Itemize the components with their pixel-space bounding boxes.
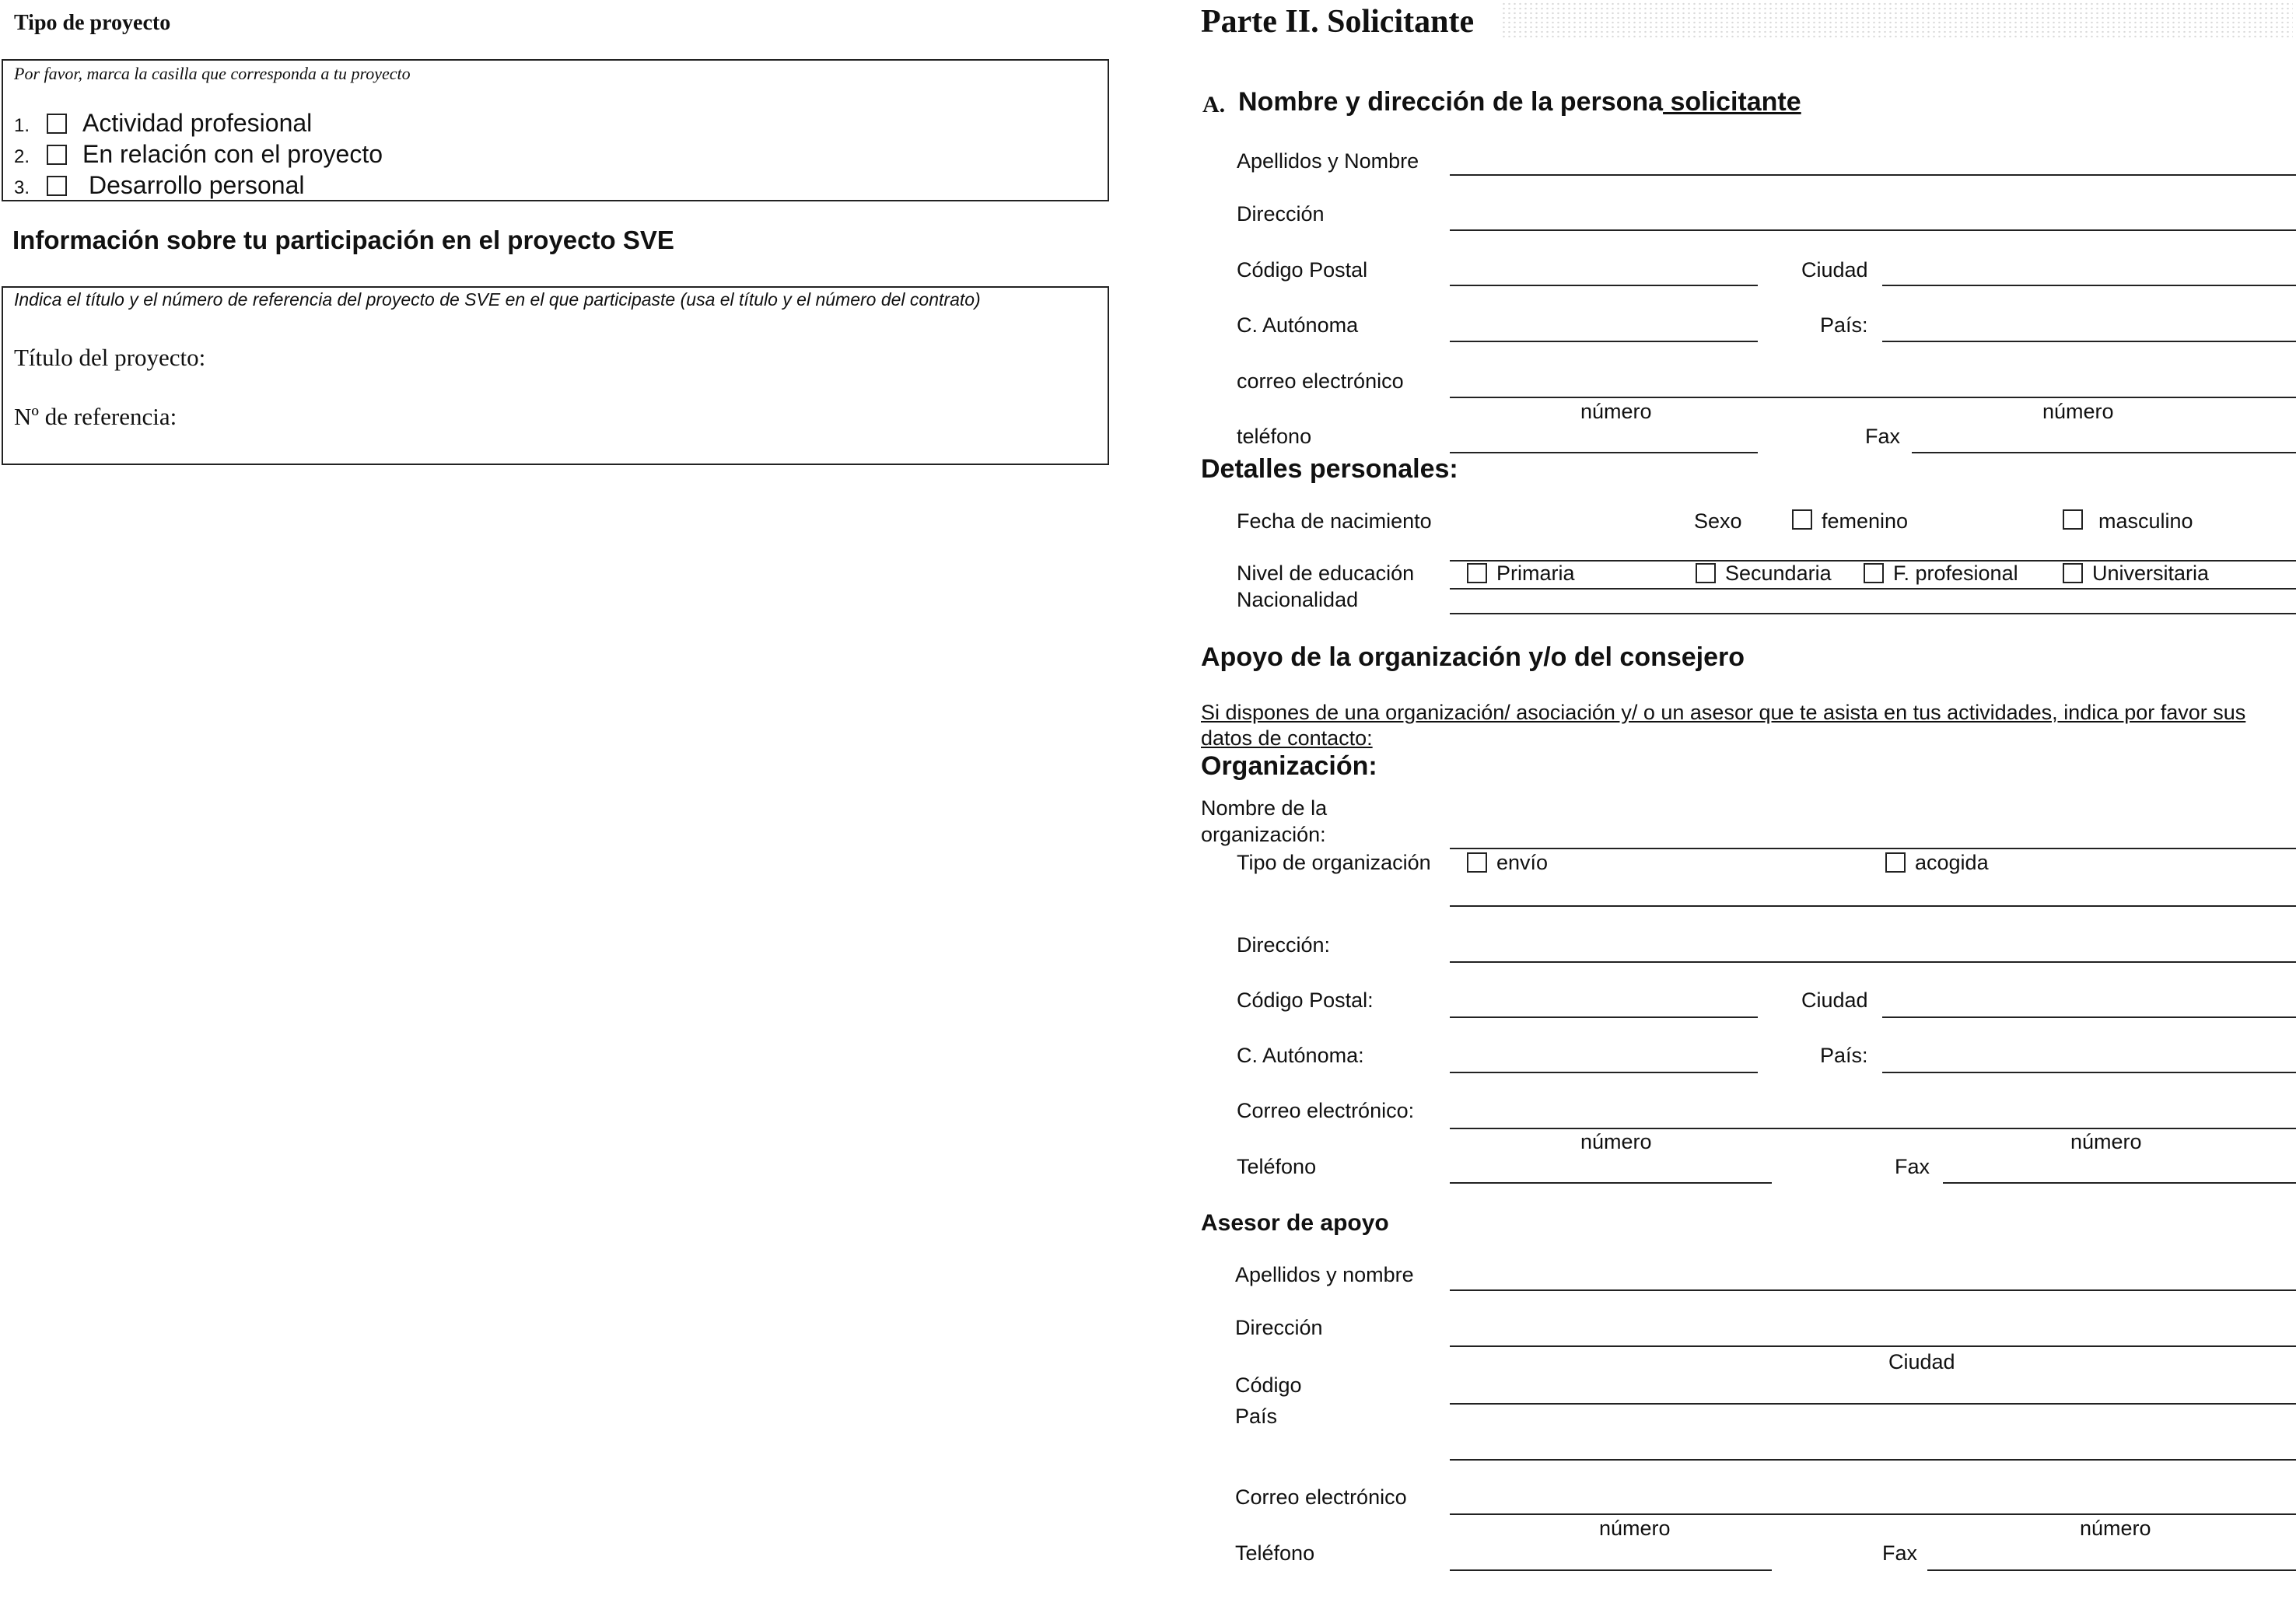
- checkbox-actividad-profesional[interactable]: [47, 114, 67, 134]
- fax-number-caption: número: [2042, 400, 2114, 423]
- org-name-label-line2: organización:: [1201, 823, 1326, 846]
- org-email-label: Correo electrónico:: [1237, 1099, 1415, 1122]
- project-type-box: [2, 59, 1109, 201]
- advisor-address-field[interactable]: [1450, 1345, 2296, 1347]
- org-name-label-line1: Nombre de la: [1201, 796, 1328, 820]
- advisor-phone-number-caption: número: [1599, 1517, 1671, 1540]
- project-title-label: Título del proyecto:: [14, 344, 206, 371]
- option-label: Desarrollo personal: [89, 171, 305, 199]
- org-phone-label: Teléfono: [1237, 1155, 1317, 1178]
- applicant-name-label: Apellidos y Nombre: [1237, 149, 1419, 173]
- org-phone-number-caption: número: [1580, 1130, 1652, 1153]
- advisor-fax-number-caption: número: [2080, 1517, 2151, 1540]
- org-type-host: acogida: [1915, 851, 1989, 874]
- checkbox-relacion-proyecto[interactable]: [47, 145, 67, 165]
- phone-number-caption: número: [1580, 400, 1652, 423]
- education-option: Primaria: [1496, 562, 1575, 585]
- reference-number-label: Nº de referencia:: [14, 403, 177, 430]
- option-label: En relación con el proyecto: [82, 140, 383, 168]
- project-type-instruction: Por favor, marca la casilla que corresponda a tu proyecto: [14, 64, 411, 83]
- checkbox-desarrollo-personal[interactable]: [47, 176, 67, 196]
- checkbox-primaria[interactable]: [1467, 563, 1487, 583]
- education-field[interactable]: [1450, 588, 2296, 590]
- applicant-phone-label: teléfono: [1237, 425, 1312, 448]
- advisor-fax-label: Fax: [1882, 1541, 1918, 1565]
- birth-date-label: Fecha de nacimiento: [1237, 509, 1432, 533]
- participation-instruction: Indica el título y el número de referencia del proyecto de SVE en el que participaste (usa el título y el número del contrato): [14, 289, 981, 310]
- org-type-label: Tipo de organización: [1237, 851, 1431, 874]
- personal-details-heading: Detalles personales:: [1201, 454, 1458, 484]
- section-a-letter: A.: [1202, 92, 1226, 117]
- org-fax-label: Fax: [1895, 1155, 1930, 1178]
- applicant-country-label: País:: [1820, 313, 1868, 337]
- advisor-phone-field[interactable]: [1450, 1569, 1772, 1571]
- applicant-region-field[interactable]: [1450, 341, 1758, 342]
- applicant-name-field[interactable]: [1450, 174, 2296, 176]
- education-option: F. profesional: [1893, 562, 2018, 585]
- section-a-heading: Nombre y dirección de la persona solicitante: [1238, 87, 1801, 117]
- org-city-label: Ciudad: [1801, 988, 1868, 1012]
- nationality-field[interactable]: [1450, 613, 2296, 614]
- checkbox-secundaria[interactable]: [1696, 563, 1716, 583]
- participation-heading: Información sobre tu participación en el proyecto SVE: [12, 226, 674, 254]
- applicant-city-field[interactable]: [1882, 285, 2296, 286]
- part-title: Parte II. Solicitante: [1201, 4, 1475, 40]
- org-type-field[interactable]: [1450, 905, 2296, 907]
- advisor-name-field[interactable]: [1450, 1289, 2296, 1291]
- advisor-city-label: Ciudad: [1888, 1350, 1955, 1373]
- org-type-send: envío: [1496, 851, 1549, 874]
- org-postal-label: Código Postal:: [1237, 988, 1374, 1012]
- org-region-label: C. Autónoma:: [1237, 1044, 1364, 1067]
- applicant-postal-field[interactable]: [1450, 285, 1758, 286]
- applicant-address-label: Dirección: [1237, 202, 1325, 226]
- org-address-field[interactable]: [1450, 961, 2296, 963]
- org-country-label: País:: [1820, 1044, 1868, 1067]
- advisor-code-label: Código: [1235, 1373, 1302, 1397]
- applicant-phone-field[interactable]: [1450, 452, 1758, 453]
- org-city-field[interactable]: [1882, 1016, 2296, 1018]
- org-fax-field[interactable]: [1943, 1182, 2296, 1184]
- title-shading: [1501, 2, 2293, 39]
- organization-heading: Organización:: [1201, 751, 1377, 781]
- option-label: Actividad profesional: [82, 109, 313, 137]
- advisor-email-label: Correo electrónico: [1235, 1485, 1407, 1509]
- applicant-email-field[interactable]: [1450, 397, 2296, 398]
- applicant-city-label: Ciudad: [1801, 258, 1868, 282]
- advisor-phone-label: Teléfono: [1235, 1541, 1315, 1565]
- participation-box: [2, 286, 1109, 465]
- option-number: 1.: [14, 115, 30, 136]
- org-region-field[interactable]: [1450, 1072, 1758, 1073]
- education-label: Nivel de educación: [1237, 562, 1415, 585]
- org-postal-field[interactable]: [1450, 1016, 1758, 1018]
- advisor-fax-field[interactable]: [1927, 1569, 2296, 1571]
- support-note: Si dispones de una organización/ asociación y/ o un asesor que te asista en tus actividades, indica por favor sus datos de contacto:: [1201, 701, 2246, 750]
- org-address-label: Dirección:: [1237, 933, 1331, 957]
- option-number: 3.: [14, 177, 30, 198]
- org-name-field[interactable]: [1450, 848, 2296, 849]
- org-country-field[interactable]: [1882, 1072, 2296, 1073]
- applicant-country-field[interactable]: [1882, 341, 2296, 342]
- male-label: masculino: [2098, 509, 2193, 533]
- org-email-field[interactable]: [1450, 1128, 2296, 1129]
- advisor-email-field[interactable]: [1450, 1513, 2296, 1515]
- advisor-name-label: Apellidos y nombre: [1235, 1263, 1414, 1286]
- advisor-heading: Asesor de apoyo: [1201, 1210, 1389, 1236]
- education-option: Universitaria: [2092, 562, 2210, 585]
- project-type-heading: Tipo de proyecto: [14, 11, 171, 35]
- advisor-address-label: Dirección: [1235, 1316, 1323, 1339]
- applicant-fax-field[interactable]: [1912, 452, 2296, 453]
- checkbox-acogida[interactable]: [1885, 852, 1906, 873]
- applicant-address-field[interactable]: [1450, 229, 2296, 231]
- checkbox-female[interactable]: [1792, 509, 1812, 530]
- checkbox-male[interactable]: [2063, 509, 2083, 530]
- education-option: Secundaria: [1725, 562, 1832, 585]
- org-fax-number-caption: número: [2070, 1130, 2142, 1153]
- advisor-country-field[interactable]: [1450, 1459, 2296, 1461]
- applicant-fax-label: Fax: [1865, 425, 1901, 448]
- applicant-email-label: correo electrónico: [1237, 369, 1404, 393]
- advisor-code-field[interactable]: [1450, 1403, 2296, 1405]
- org-phone-field[interactable]: [1450, 1182, 1772, 1184]
- checkbox-envio[interactable]: [1467, 852, 1487, 873]
- sex-label: Sexo: [1694, 509, 1742, 533]
- nationality-label: Nacionalidad: [1237, 588, 1359, 611]
- female-label: femenino: [1822, 509, 1909, 533]
- option-number: 2.: [14, 146, 30, 167]
- support-heading: Apoyo de la organización y/o del consejero: [1201, 642, 1745, 672]
- advisor-country-label: País: [1235, 1405, 1278, 1428]
- checkbox-f-profesional[interactable]: [1864, 563, 1884, 583]
- checkbox-universitaria[interactable]: [2063, 563, 2083, 583]
- applicant-postal-label: Código Postal: [1237, 258, 1368, 282]
- applicant-region-label: C. Autónoma: [1237, 313, 1359, 337]
